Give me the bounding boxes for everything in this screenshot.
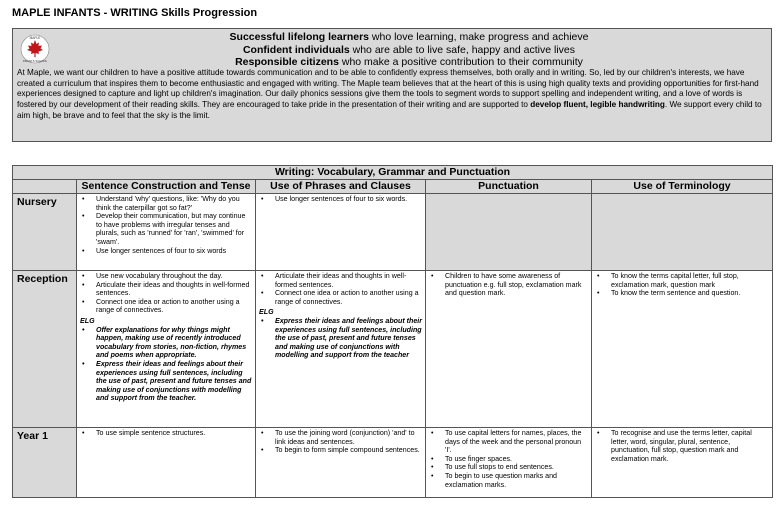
table-row [13,428,773,498]
column-header-terminology: Use of Terminology [592,180,773,194]
elg-label: ELG [259,308,274,317]
vision-line-2: Confident individuals who are able to live safe, happy and active lives [242,43,576,56]
table-row [13,194,773,271]
row-label-nursery: Nursery [13,194,77,271]
list-item: • Articulate their ideas and thoughts in well-formed sentences. [256,272,423,289]
school-vision [53,31,765,69]
list-item: • Articulate their ideas and thoughts in well-formed sentences. [77,281,253,298]
school-logo [18,33,52,65]
vision-line-3: Responsible citizens who make a positive contribution to their community [235,56,583,68]
row-label-reception: Reception [13,271,77,428]
table-row [13,271,773,428]
list-item: • Use longer sentences of four to six words [77,247,253,256]
section-title: Writing: Vocabulary, Grammar and Punctuation [13,166,773,180]
cell-nursery-terminology [592,194,773,271]
list-item: • To begin to use question marks and exclamation marks. [426,472,589,489]
list-item: • Develop their communication, but may continue to have problems with irregular tenses and plurals, such as 'runned' for 'ran', 'swimmed' for 'swam'. [77,212,253,246]
list-item: • Understand 'why' questions, like: 'Why do you think the caterpillar got so fat?' [77,195,253,212]
list-item: • Offer explanations for why things might happen, making use of recently introduced vocabulary from stories, non-fiction, rhymes and poems when appropriate. [77,326,253,360]
list-item: • To use simple sentence structures. [77,429,253,438]
cell-nursery-phrases [256,194,426,271]
cell-reception-terminology [592,271,773,428]
cell-reception-punctuation [426,271,592,428]
column-header-phrases: Use of Phrases and Clauses [256,180,426,194]
cell-year1-phrases [256,428,426,498]
cell-year1-sentence [77,428,256,498]
list-item: • To know the term sentence and question. [592,289,770,298]
list-item: • To use the joining word (conjunction) 'and' to link ideas and sentences. [256,429,423,446]
cell-reception-sentence [77,271,256,428]
intro-box [12,28,772,142]
list-item: • To begin to form simple compound sentences. [256,446,423,455]
column-header-sentence: Sentence Construction and Tense [77,180,256,194]
list-item: • To know the terms capital letter, full stop, exclamation mark, question mark [592,272,770,289]
cell-nursery-sentence [77,194,256,271]
column-header-punctuation: Punctuation [426,180,592,194]
list-item: • To use full stops to end sentences. [426,463,589,472]
cell-reception-phrases [256,271,426,428]
list-item: • Connect one idea or action to another using a range of connectives. [256,289,423,306]
list-item: • Use longer sentences of four to six words. [256,195,423,204]
row-label-year1: Year 1 [13,428,77,498]
cell-year1-punctuation [426,428,592,498]
corner-header [13,180,77,194]
list-item: • To use finger spaces. [426,455,589,464]
document-title: MAPLE INFANTS - WRITING Skills Progression [12,7,258,19]
vision-line-1: Successful lifelong learners who love learning, make progress and achieve [229,31,589,43]
list-item: • Connect one idea or action to another using a range of connectives. [77,298,253,315]
list-item: • Express their ideas and feelings about their experiences using full sentences, including the use of past, present and future tenses and making use of conjunctions with modelling and support from the teacher [256,317,423,360]
progression-table [12,165,773,498]
list-item: • Use new vocabulary throughout the day. [77,272,253,281]
list-item: • Express their ideas and feelings about their experiences using full sentences, including the use of past, present and future tenses and making use of conjunctions with modelling and support from the teacher. [77,360,253,403]
elg-label: ELG [80,316,95,325]
list-item: • Children to have some awareness of punctuation e.g. full stop, exclamation mark and question mark. [426,272,589,298]
list-item: • To use capital letters for names, places, the days of the week and the personal pronoun 'I'. [426,429,589,455]
intro-paragraph: At Maple, we want our children to have a positive attitude towards communication and to be able to confidently express themselves, both orally and in writing. So, led by our children's interests, we have created a curriculum that inspires them to become enthusiastic and engaged with writing. The Maple team believes that at the heart of this is using high quality texts and providing opportunities for first-hand experiences designed to capture and light up children's imagination. Our daily phonics sessions give them the tools to segment words to support spelling and independent writing, and a love of words is fostered by our development of their reading skills. They are encouraged to take pride in the presentation of their writing and are supported to develop fluent, legible handwriting. We support every child to aim high, be brave and to feel that the sky is the limit. [17,68,762,120]
cell-year1-terminology [592,428,773,498]
svg-text:MAPLE: MAPLE [29,36,41,40]
list-item: • To recognise and use the terms letter, capital letter, word, singular, plural, sentence, punctuation, full stop, question mark and exclamation mark. [592,429,770,463]
svg-text:INFANTS SCHOOL: INFANTS SCHOOL [22,59,48,63]
cell-nursery-punctuation [426,194,592,271]
